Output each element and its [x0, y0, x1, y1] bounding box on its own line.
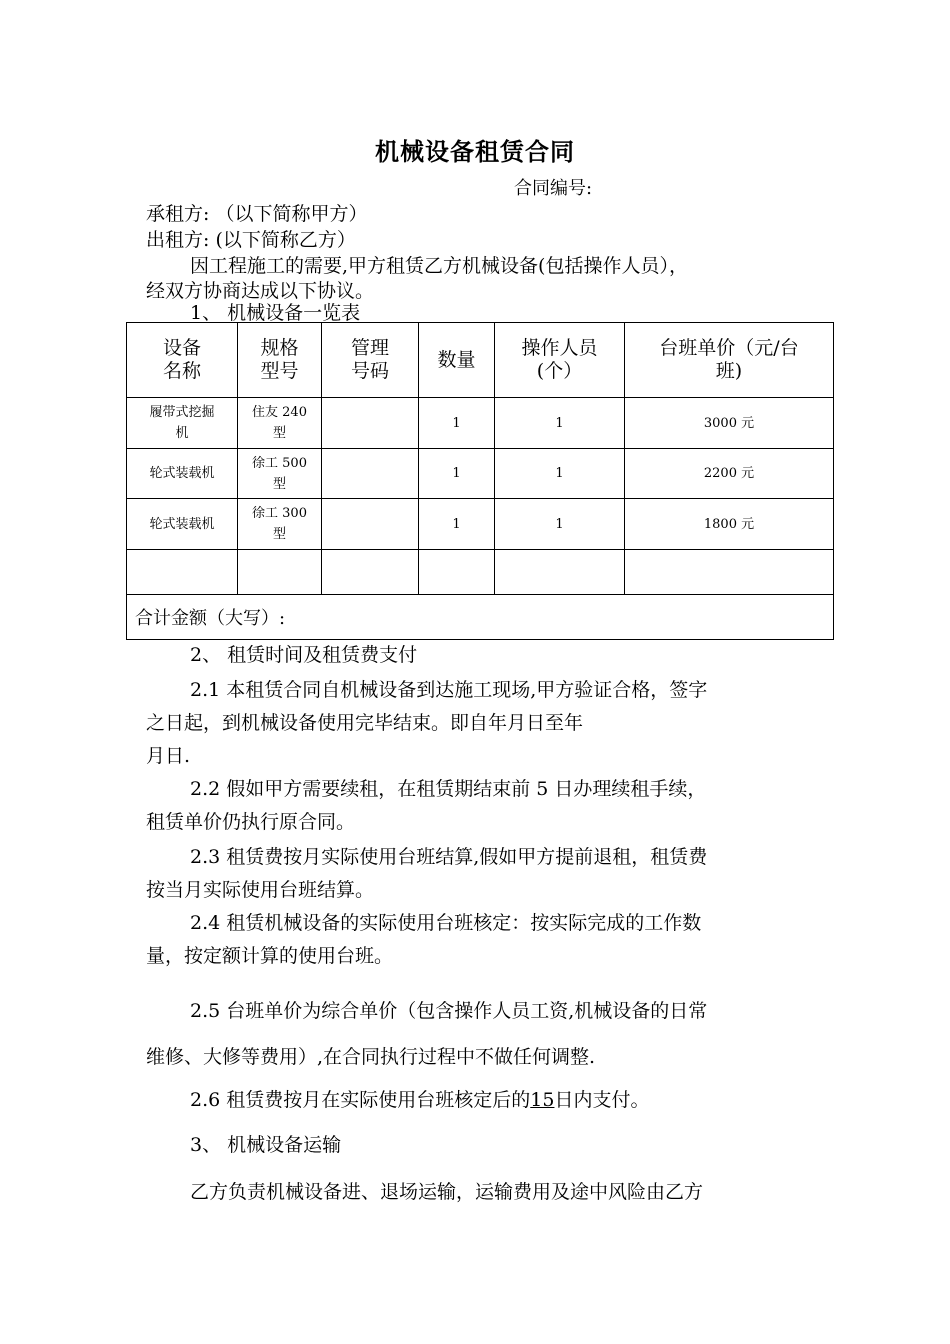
empty-cell [238, 550, 322, 595]
cell-management-code [322, 499, 419, 550]
clause-2-4-line-1: 2.4 租赁机械设备的实际使用台班核定：按实际完成的工作数 [190, 912, 702, 934]
intro-line-1: 因工程施工的需要,甲方租赁乙方机械设备(包括操作人员）， [190, 255, 688, 277]
equipment-table [126, 322, 834, 640]
section-1-heading: 1、 机械设备一览表 [190, 302, 361, 324]
empty-cell [127, 550, 238, 595]
contract-number-label: 合同编号: [514, 178, 593, 199]
cell-equipment-name: 履带式挖掘 机 [127, 398, 238, 449]
cell-price: 3000 元 [625, 398, 834, 449]
clause-2-4-line-2: 量，按定额计算的使用台班。 [146, 945, 394, 967]
cell-quantity: 1 [419, 449, 495, 499]
table-row-empty [127, 550, 834, 595]
empty-cell [419, 550, 495, 595]
clause-2-1-line-1: 2.1 本租赁合同自机械设备到达施工现场,甲方验证合格，签字 [190, 679, 708, 701]
empty-cell [625, 550, 834, 595]
table-header-row [127, 323, 834, 398]
clause-2-1-line-3: 月日. [146, 745, 191, 767]
intro-line-2: 经双方协商达成以下协议。 [146, 280, 375, 302]
section-3-paragraph: 乙方负责机械设备进、退场运输，运输费用及途中风险由乙方 [190, 1181, 704, 1203]
cell-equipment-name: 轮式装载机 [127, 499, 238, 550]
clause-2-5-line-1: 2.5 台班单价为综合单价（包含操作人员工资,机械设备的日常 [190, 1000, 708, 1022]
cell-operators: 1 [495, 499, 625, 550]
cell-equipment-name: 轮式装载机 [127, 449, 238, 499]
cell-model: 徐工 500 型 [238, 449, 322, 499]
cell-model: 住友 240 型 [238, 398, 322, 449]
clause-2-5-line-2: 维修、大修等费用）,在合同执行过程中不做任何调整. [146, 1046, 596, 1068]
payment-days: 15 [530, 1089, 555, 1111]
lessor-line: 出租方: (以下简称乙方） [146, 229, 356, 251]
header-quantity: 数量 [419, 323, 495, 398]
cell-price: 2200 元 [625, 449, 834, 499]
clause-2-3-line-1: 2.3 租赁费按月实际使用台班结算,假如甲方提前退租，租赁费 [190, 846, 708, 868]
empty-cell [322, 550, 419, 595]
clause-2-2-line-1: 2.2 假如甲方需要续租，在租赁期结束前 5 日办理续租手续， [190, 778, 707, 800]
clause-2-2-line-2: 租赁单价仍执行原合同。 [146, 811, 356, 833]
header-model: 规格 型号 [238, 323, 322, 398]
lessee-line: 承租方: （以下简称甲方） [146, 203, 368, 225]
clause-2-6: 2.6 租赁费按月在实际使用台班核定后的15日内支付。 [190, 1089, 650, 1111]
cell-management-code [322, 398, 419, 449]
header-management-code: 管理 号码 [322, 323, 419, 398]
total-amount-label: 合计金额（大写）: [127, 595, 834, 640]
section-2-heading: 2、 租赁时间及租赁费支付 [190, 644, 418, 666]
header-equipment-name: 设备 名称 [127, 323, 238, 398]
cell-management-code [322, 449, 419, 499]
cell-price: 1800 元 [625, 499, 834, 550]
section-3-heading: 3、 机械设备运输 [190, 1134, 342, 1156]
clause-2-3-line-2: 按当月实际使用台班结算。 [146, 879, 375, 901]
table-row [127, 499, 834, 550]
cell-quantity: 1 [419, 398, 495, 449]
table-row [127, 398, 834, 449]
empty-cell [495, 550, 625, 595]
cell-model: 徐工 300 型 [238, 499, 322, 550]
page-title: 机械设备租赁合同 [375, 137, 575, 166]
table-total-row [127, 595, 834, 640]
clause-2-1-line-2: 之日起，到机械设备使用完毕结束。即自年月日至年 [146, 712, 584, 734]
header-operators: 操作人员 (个） [495, 323, 625, 398]
cell-operators: 1 [495, 398, 625, 449]
cell-operators: 1 [495, 449, 625, 499]
header-shift-price: 台班单价（元/台 班) [625, 323, 834, 398]
cell-quantity: 1 [419, 499, 495, 550]
table-row [127, 449, 834, 499]
